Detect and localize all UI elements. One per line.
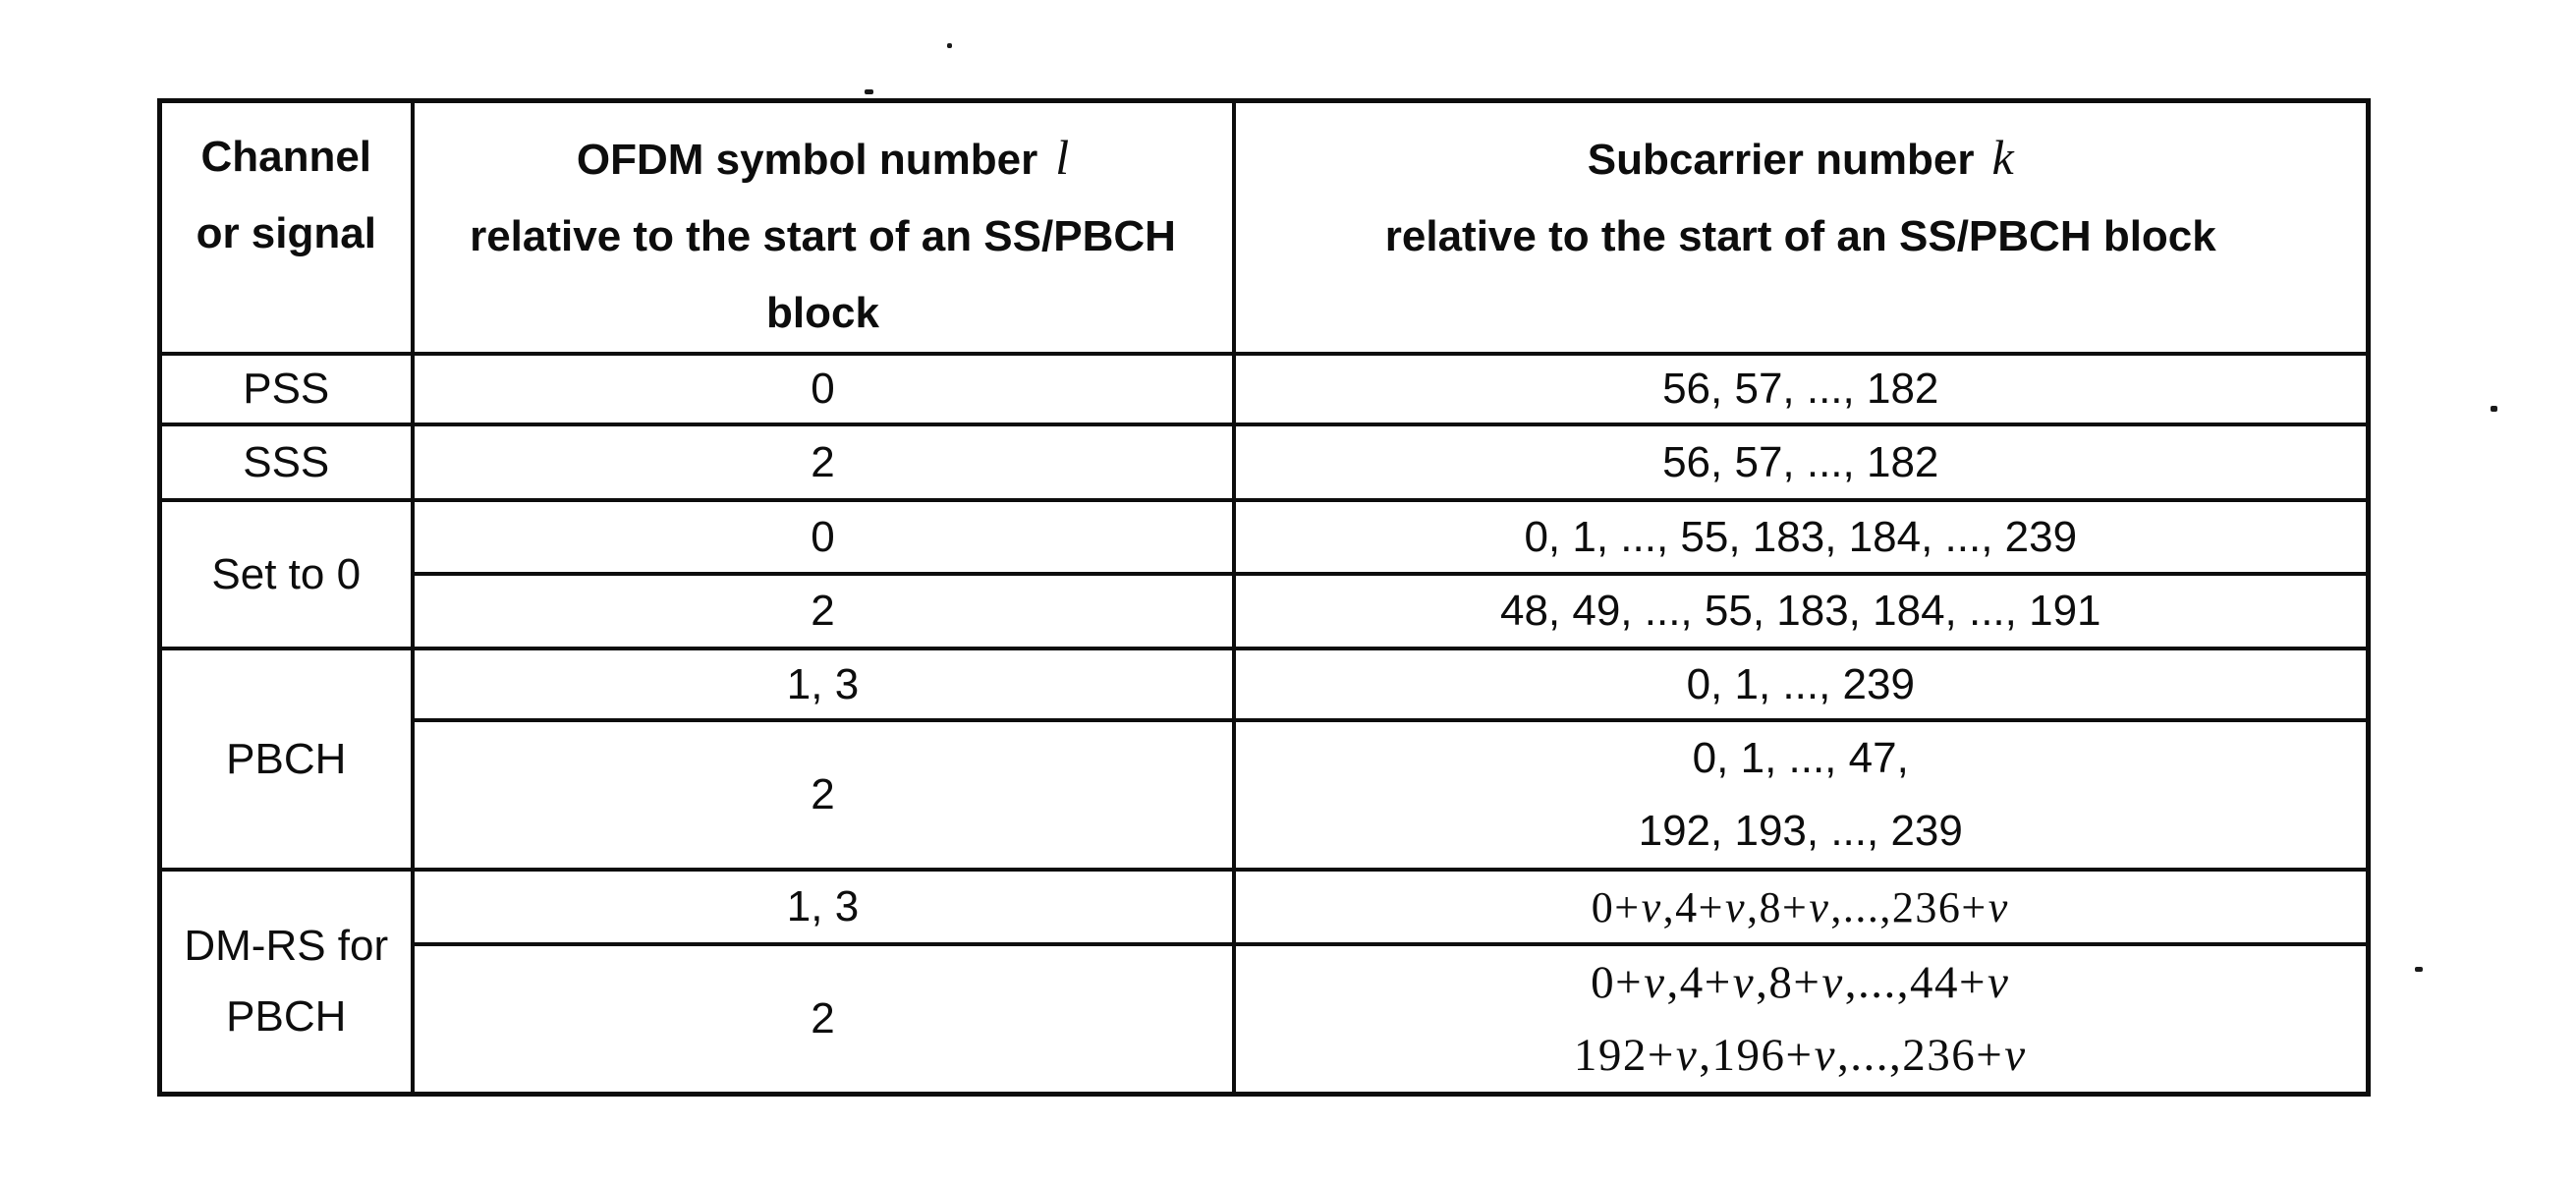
subcarrier-pbch-b-line1: 0, 1, ..., 47,: [1692, 734, 1909, 782]
header-subcarrier-line1: [1236, 119, 2367, 198]
header-ofdm-line3: block: [766, 289, 879, 337]
subcarrier-dmrs-b-line2: 192+v,196+v,...,236+v: [1573, 1030, 2027, 1081]
scan-speck: [2491, 406, 2497, 412]
cell-symbol-pss: 0: [413, 354, 1234, 424]
cell-subcarrier-set0-a: 0, 1, ..., 55, 183, 184, ..., 239: [1234, 500, 2369, 574]
subcarrier-dmrs-b-line1: 0+v,4+v,8+v,...,44+v: [1591, 957, 2010, 1008]
cell-subcarrier-sss: 56, 57, ..., 182: [1234, 424, 2369, 500]
cell-channel-pbch: PBCH: [160, 648, 413, 870]
cell-subcarrier-set0-b: 48, 49, ..., 55, 183, 184, ..., 191: [1234, 574, 2369, 648]
cell-symbol-set0-b: 2: [413, 574, 1234, 648]
scan-speck: [865, 89, 873, 94]
header-subcarrier-line2: relative to the start of an SS/PBCH block: [1384, 212, 2216, 260]
cell-subcarrier-pbch-b: [1234, 720, 2369, 870]
col-header-ofdm-symbol: [413, 101, 1234, 355]
col-header-channel-or-signal: [160, 101, 413, 355]
math-var-k: k: [1991, 130, 2014, 185]
cell-subcarrier-pss: 56, 57, ..., 182: [1234, 354, 2369, 424]
cell-symbol-set0-a: 0: [413, 500, 1234, 574]
cell-subcarrier-dmrs-b: [1234, 944, 2369, 1095]
row-set-to-0-a: [160, 500, 2369, 574]
cell-symbol-sss: 2: [413, 424, 1234, 500]
cell-subcarrier-pbch-a: 0, 1, ..., 239: [1234, 648, 2369, 720]
cell-channel-sss: SSS: [160, 424, 413, 500]
row-pbch-b: [160, 720, 2369, 870]
subcarrier-pbch-b-line2: 192, 193, ..., 239: [1638, 807, 1963, 855]
col-header-subcarrier: [1234, 101, 2369, 355]
cell-symbol-dmrs-b: 2: [413, 944, 1234, 1095]
cell-symbol-dmrs-a: 1, 3: [413, 870, 1234, 944]
header-channel-line1: Channel: [200, 133, 372, 181]
row-pbch-a: [160, 648, 2369, 720]
header-ofdm-line1: [415, 119, 1232, 198]
cell-symbol-pbch-b: 2: [413, 720, 1234, 870]
row-dmrs-a: [160, 870, 2369, 944]
scan-speck: [2415, 967, 2423, 972]
header-ofdm-title: OFDM symbol number: [576, 136, 1038, 184]
cell-channel-dmrs: DM-RS for PBCH: [160, 870, 413, 1095]
ss-pbch-resources-table: [157, 98, 2371, 1097]
row-pss: [160, 354, 2369, 424]
header-subcarrier-title: Subcarrier number: [1587, 136, 1975, 184]
cell-symbol-pbch-a: 1, 3: [413, 648, 1234, 720]
cell-subcarrier-dmrs-a: 0+v,4+v,8+v,...,236+v: [1234, 870, 2369, 944]
header-ofdm-line2: relative to the start of an SS/PBCH: [470, 212, 1176, 260]
row-set-to-0-b: [160, 574, 2369, 648]
table-header-row: [160, 101, 2369, 355]
math-var-l: l: [1055, 130, 1070, 185]
scan-speck: [947, 43, 952, 48]
row-dmrs-b: [160, 944, 2369, 1095]
cell-channel-pss: PSS: [160, 354, 413, 424]
header-channel-line2: or signal: [196, 209, 376, 257]
cell-channel-set-to-0: Set to 0: [160, 500, 413, 648]
row-sss: [160, 424, 2369, 500]
